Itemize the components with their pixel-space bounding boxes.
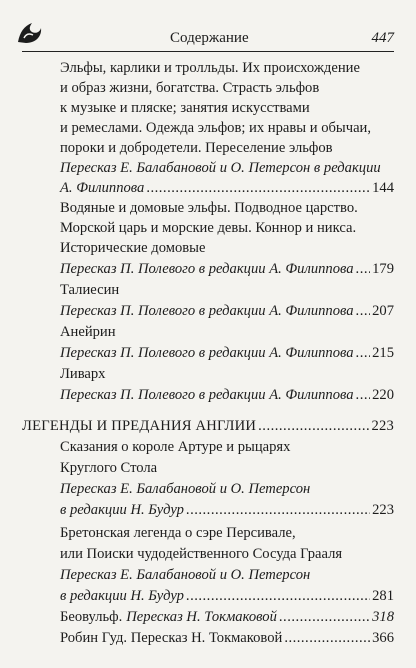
- toc-retelling-line: Пересказ Е. Балабановой и О. Петерсон: [60, 567, 311, 583]
- toc-retelling-line: в редакции Н. Будур: [60, 588, 184, 604]
- page-number: 447: [371, 30, 394, 46]
- toc-entry-robin-hood[interactable]: [60, 628, 394, 648]
- toc-retelling-line: Пересказ П. Полевого в редакции А. Филиппова: [60, 345, 354, 361]
- running-title: Содержание: [170, 30, 249, 46]
- toc-retelling-line: Пересказ П. Полевого в редакции А. Филиппова: [60, 303, 354, 319]
- dot-leader: [258, 416, 369, 436]
- toc-text-line: и образ жизни, богатства. Страсть эльфов: [60, 80, 320, 96]
- toc-entry-taliesin[interactable]: [60, 301, 394, 321]
- toc-text-line: Круглого Стола: [60, 460, 158, 476]
- toc-entry-livarch[interactable]: [60, 385, 394, 405]
- toc-text-line: Сказания о короле Артуре и рыцарях: [60, 439, 291, 455]
- toc-page-number: 281: [372, 588, 394, 604]
- toc-section-england[interactable]: [22, 416, 394, 436]
- dot-leader: [186, 586, 370, 606]
- toc-retelling-line: Пересказ Е. Балабановой и О. Петерсон: [60, 481, 311, 497]
- toc-entry-beowulf[interactable]: [60, 607, 394, 627]
- toc-entry-perceval[interactable]: [60, 586, 394, 606]
- dot-leader: [279, 607, 370, 627]
- publisher-logo-icon: [14, 18, 44, 48]
- dot-leader: [186, 500, 370, 520]
- header-rule: [22, 51, 394, 52]
- toc-text-line: пороки и добродетели. Переселение эльфов: [60, 140, 333, 156]
- toc-retelling-line: Пересказ П. Полевого в редакции А. Филиппова: [60, 387, 354, 403]
- toc-retelling-line: Пересказ Н. Токмаковой: [126, 609, 277, 625]
- toc-entry-title: Анейрин: [60, 324, 116, 340]
- toc-text-line: и ремеслами. Одежда эльфов; их нравы и обычаи,: [60, 120, 372, 136]
- dot-leader: [356, 301, 371, 321]
- toc-page-number: 144: [372, 180, 394, 196]
- toc-page-number: 215: [372, 345, 394, 361]
- toc-entry-elves[interactable]: [60, 178, 394, 198]
- toc-retelling-line: А. Филиппова: [60, 180, 145, 196]
- toc-page-number: 223: [371, 418, 394, 434]
- dot-leader: [356, 343, 371, 363]
- toc-retelling-line: в редакции Н. Будур: [60, 502, 184, 518]
- toc-page-number: 220: [372, 387, 394, 403]
- dot-leader: [146, 178, 370, 198]
- toc-page-number: 366: [372, 630, 394, 646]
- toc-entry-title: Беовульф.: [60, 609, 123, 625]
- toc-entry-title: Робин Гуд. Пересказ Н. Токмаковой: [60, 630, 283, 646]
- dot-leader: [356, 259, 371, 279]
- toc-text-line: Бретонская легенда о сэре Персивале,: [60, 525, 296, 541]
- toc-text-line: Водяные и домовые эльфы. Подводное царство.: [60, 200, 358, 216]
- toc-text-line: или Поиски чудодейственного Сосуда Грааля: [60, 546, 343, 562]
- page-header: [0, 0, 416, 62]
- section-title: ЛЕГЕНДЫ И ПРЕДАНИЯ АНГЛИИ: [22, 418, 257, 434]
- dot-leader: [356, 385, 371, 405]
- toc-entry-aneirin[interactable]: [60, 343, 394, 363]
- toc-text-line: Исторические домовые: [60, 240, 206, 256]
- toc-entry-title: Талиесин: [60, 282, 120, 298]
- toc-page-number: 318: [372, 609, 394, 625]
- toc-entry-title: Ливарх: [60, 366, 106, 382]
- toc-retelling-line: Пересказ Е. Балабановой и О. Петерсон в редакции: [60, 160, 381, 176]
- toc-page-number: 207: [372, 303, 394, 319]
- toc-text-line: к музыке и пляске; занятия искусствами: [60, 100, 310, 116]
- toc-page-number: 179: [372, 261, 394, 277]
- toc-text-line: Морской царь и морские девы. Коннор и никса.: [60, 220, 357, 236]
- toc-entry-water-elves[interactable]: [60, 259, 394, 279]
- toc-retelling-line: Пересказ П. Полевого в редакции А. Филиппова: [60, 261, 354, 277]
- toc-entry-arthur[interactable]: [60, 500, 394, 520]
- toc-text-line: Эльфы, карлики и тролльды. Их происхождение: [60, 60, 360, 76]
- dot-leader: [284, 628, 370, 648]
- toc-page-number: 223: [372, 502, 394, 518]
